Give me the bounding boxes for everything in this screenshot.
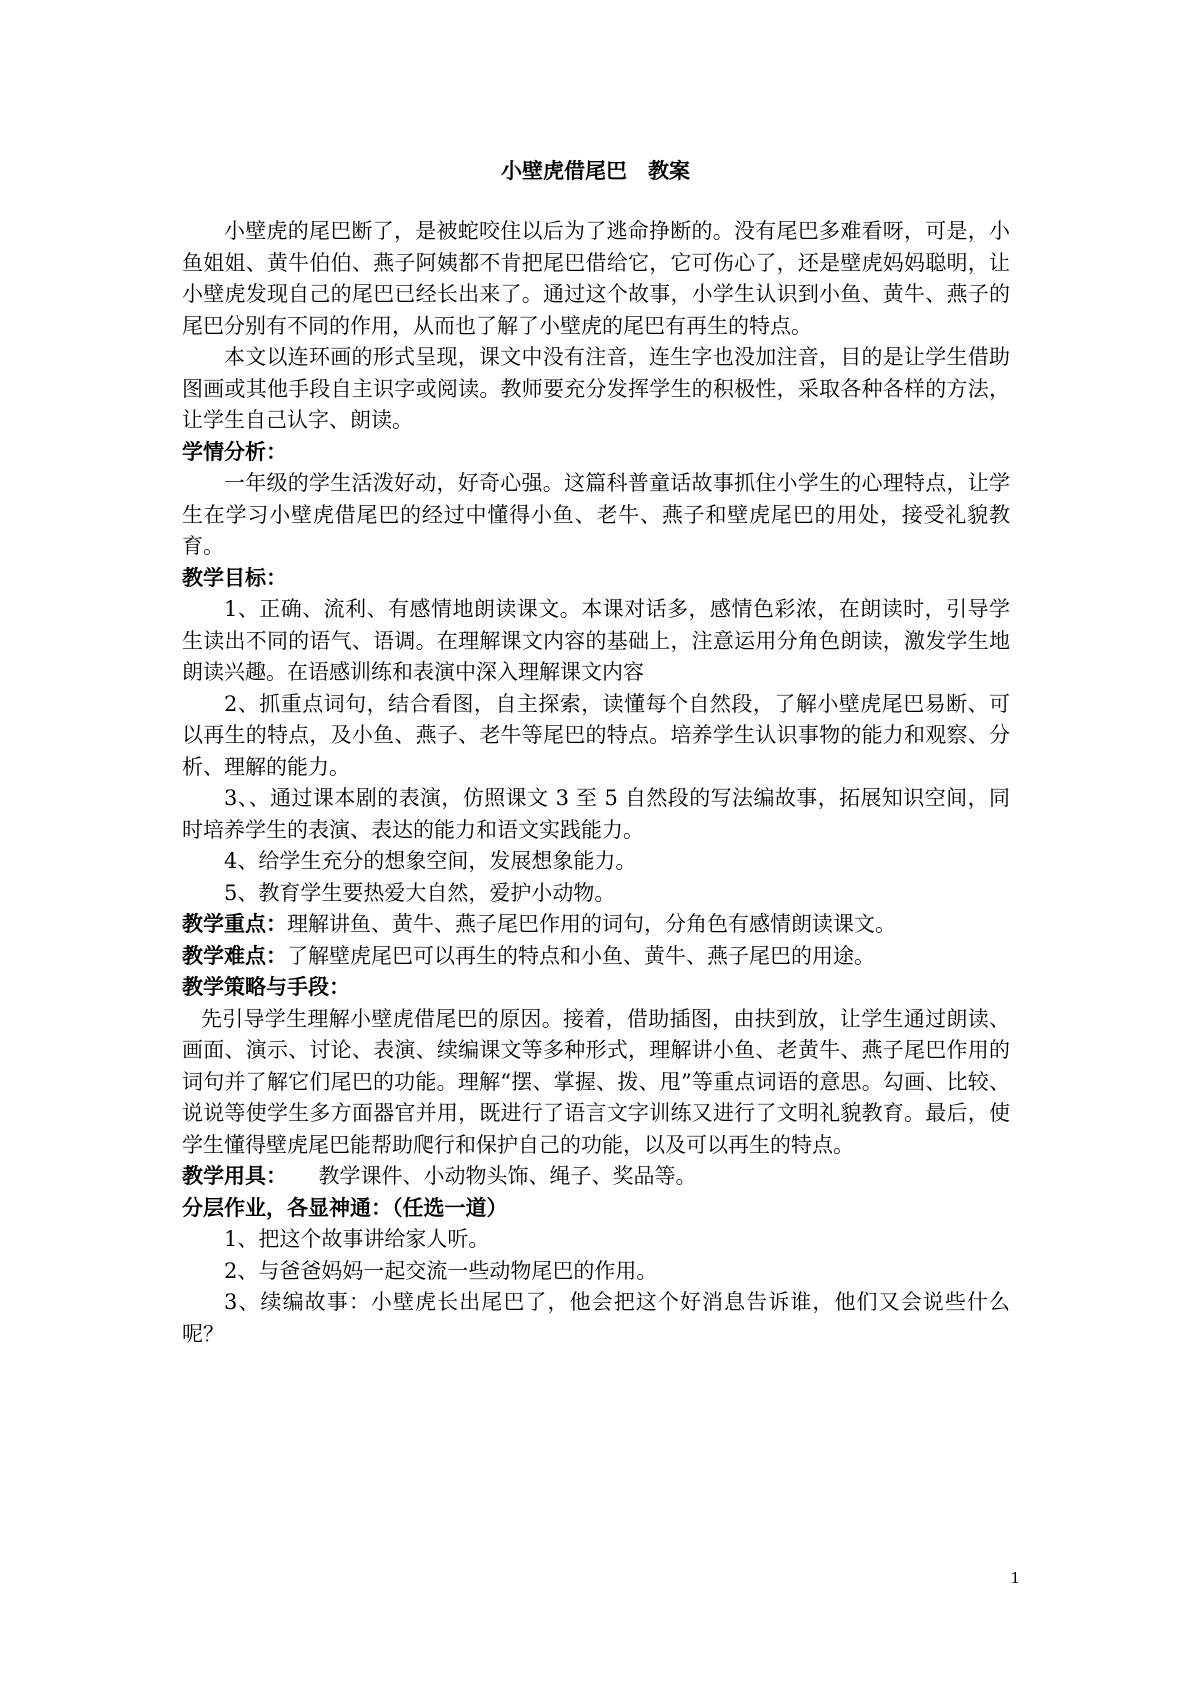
goal-item-3: 3、、通过课本剧的表演，仿照课文 3 至 5 自然段的写法编故事，拓展知识空间，同时培养学生的表演、表达的能力和语文实践能力。: [182, 786, 1010, 842]
strategy-text: 先引导学生理解小壁虎借尾巴的原因。接着，借助插图，由扶到放，让学生通过朗读、画面、演示、讨论、表演、续编课文等多种形式，理解讲小鱼、老黄牛、燕子尾巴作用的词句并了解它们尾巴的功能。理解“摆、掌握、拨、甩”等重点词语的意思。勾画、比较、说说等使学生多方面器官并用，既进行了语言文字训练又进行了文明礼貌教育。最后，使学生懂得壁虎尾巴能帮助爬行和保护自己的功能，以及可以再生的特点。: [182, 1006, 1010, 1157]
goal-item-5: 5、教育学生要热爱大自然，爱护小动物。: [224, 880, 616, 905]
analysis-heading: 学情分析：: [182, 439, 287, 464]
homework-item-3: 3、续编故事：小壁虎长出尾巴了，他会把这个好消息告诉谁，他们又会说些什么呢？: [182, 1290, 1010, 1346]
tools-heading: 教学用具：: [182, 1164, 277, 1188]
goal-item-4: 4、给学生充分的想象空间，发展想象能力。: [224, 849, 637, 873]
intro-paragraph-1: 小壁虎的尾巴断了，是被蛇咬住以后为了逃命挣断的。没有尾巴多难看呀，可是，小鱼姐姐、黄牛伯伯、燕子阿姨都不肯把尾巴借给它，它可伤心了，还是壁虎妈妈聪明，让小壁虎发现自己的尾巴已经长出来了。通过这个故事，小学生认识到小鱼、黄牛、燕子的尾巴分别有不同的作用，从而也了解了小壁虎的尾巴有再生的特点。: [182, 219, 1010, 338]
tools-line: [182, 1161, 1010, 1193]
homework-heading: 分层作业，各显神通：（任选一道）: [182, 1195, 508, 1220]
page-number: 1: [1010, 1569, 1020, 1587]
difficulty-text: 了解壁虎尾巴可以再生的特点和小鱼、黄牛、燕子尾巴的用途。: [287, 943, 875, 968]
goal-item-1: 1、正确、流利、有感情地朗读课文。本课对话多，感情色彩浓，在朗读时，引导学生读出不同的语气、语调。在理解课文内容的基础上，注意运用分角色朗读，激发学生地朗读兴趣。在语感训练和表演中深入理解课文内容: [182, 597, 1010, 684]
goals-heading: 教学目标：: [182, 565, 287, 590]
difficulty-line: [182, 941, 1010, 973]
key-point-text: 理解讲鱼、黄牛、燕子尾巴作用的词句，分角色有感情朗读课文。: [287, 912, 896, 936]
homework-item-2: 2、与爸爸妈妈一起交流一些动物尾巴的作用。: [224, 1258, 658, 1283]
key-point-line: [182, 909, 1010, 941]
goal-item-2: 2、抓重点词句，结合看图，自主探索，读懂每个自然段，了解小壁虎尾巴易断、可以再生的特点，及小鱼、燕子、老牛等尾巴的特点。培养学生认识事物的能力和观察、分析、理解的能力。: [182, 691, 1010, 779]
tools-text: 教学课件、小动物头饰、绳子、奖品等。: [276, 1164, 697, 1188]
strategy-heading: 教学策略与手段：: [182, 975, 350, 999]
intro-paragraph-2: 本文以连环画的形式呈现，课文中没有注音，连生字也没加注音，目的是让学生借助图画或其他手段自主识字或阅读。教师要充分发挥学生的积极性，采取各种各样的方法，让学生自己认字、朗读。: [182, 345, 1010, 432]
difficulty-heading: 教学难点：: [182, 943, 287, 968]
page-title: 小壁虎借尾巴 教案: [501, 159, 690, 183]
analysis-text: 一年级的学生活泼好动，好奇心强。这篇科普童话故事抓住小学生的心理特点，让学生在学习小壁虎借尾巴的经过中懂得小鱼、老牛、燕子和壁虎尾巴的用处，接受礼貌教育。: [182, 471, 1010, 558]
document-body: [182, 216, 1010, 1350]
key-point-heading: 教学重点：: [182, 912, 287, 936]
homework-item-1: 1、把这个故事讲给家人听。: [224, 1227, 490, 1251]
